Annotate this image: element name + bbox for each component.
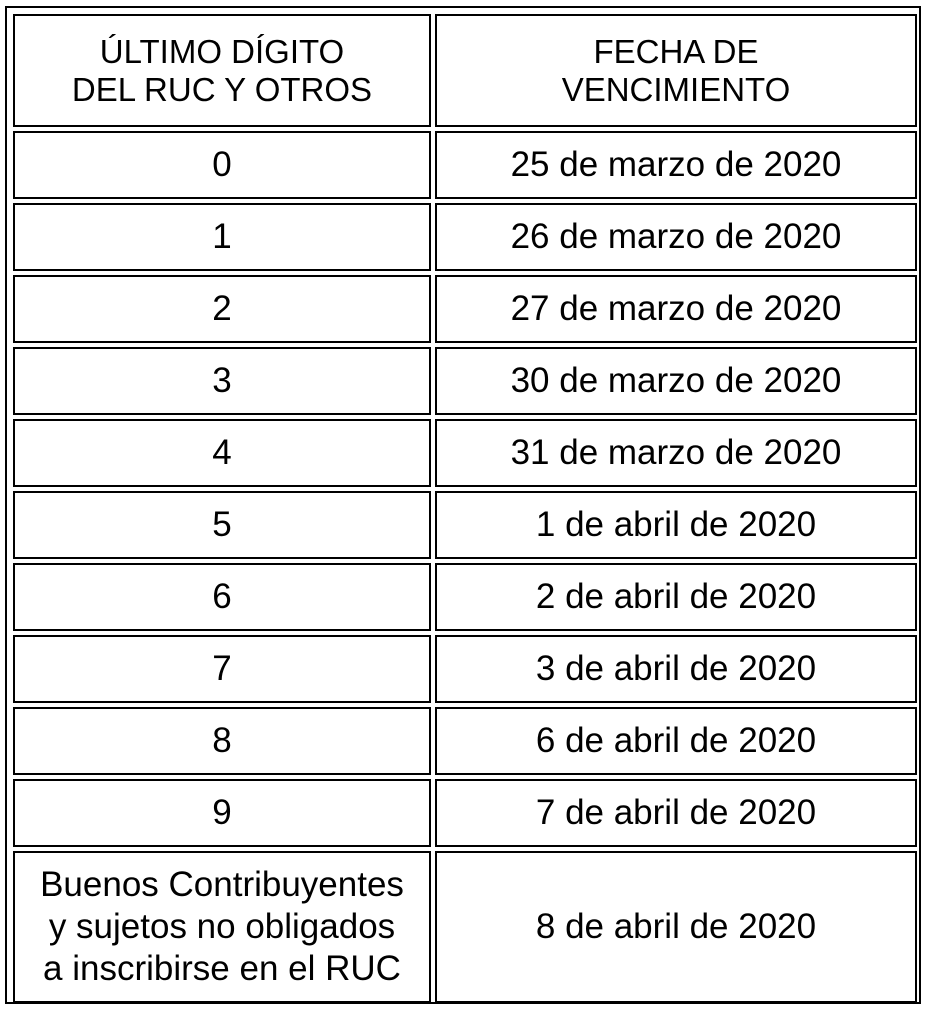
header-ruc-digit <box>13 14 431 127</box>
schedule-table-frame <box>5 6 921 1004</box>
table-row <box>13 779 917 847</box>
digit-cell: 8 <box>13 707 431 775</box>
digit-cell: 3 <box>13 347 431 415</box>
digit-cell: 1 <box>13 203 431 271</box>
due-date-cell: 2 de abril de 2020 <box>435 563 917 631</box>
header-due-date <box>435 14 917 127</box>
digit-cell: 0 <box>13 131 431 199</box>
digit-cell: 7 <box>13 635 431 703</box>
table-row <box>13 347 917 415</box>
good-taxpayers-cell <box>13 851 431 1003</box>
due-date-cell: 3 de abril de 2020 <box>435 635 917 703</box>
table-row <box>13 851 917 1003</box>
digit-cell: 9 <box>13 779 431 847</box>
header-due-date-label: FECHA DE VENCIMIENTO <box>561 32 791 108</box>
digit-cell: 2 <box>13 275 431 343</box>
due-date-cell: 27 de marzo de 2020 <box>435 275 917 343</box>
table-row <box>13 203 917 271</box>
table-row <box>13 131 917 199</box>
due-date-cell: 26 de marzo de 2020 <box>435 203 917 271</box>
due-date-cell: 7 de abril de 2020 <box>435 779 917 847</box>
due-date-cell: 25 de marzo de 2020 <box>435 131 917 199</box>
due-date-cell: 1 de abril de 2020 <box>435 491 917 559</box>
table-row <box>13 275 917 343</box>
due-dates-table <box>9 10 921 1007</box>
table-header-row <box>13 14 917 127</box>
due-date-cell: 6 de abril de 2020 <box>435 707 917 775</box>
table-row <box>13 419 917 487</box>
due-date-cell: 30 de marzo de 2020 <box>435 347 917 415</box>
good-taxpayers-label: Buenos Contribuyentes y sujetos no obligados a inscribirse en el RUC <box>40 865 404 988</box>
due-date-cell: 8 de abril de 2020 <box>435 851 917 1003</box>
table-row <box>13 563 917 631</box>
due-date-cell: 31 de marzo de 2020 <box>435 419 917 487</box>
table-row <box>13 707 917 775</box>
digit-cell: 5 <box>13 491 431 559</box>
header-ruc-digit-label: ÚLTIMO DÍGITO DEL RUC Y OTROS <box>71 32 373 108</box>
digit-cell: 6 <box>13 563 431 631</box>
digit-cell: 4 <box>13 419 431 487</box>
table-row <box>13 491 917 559</box>
table-row <box>13 635 917 703</box>
